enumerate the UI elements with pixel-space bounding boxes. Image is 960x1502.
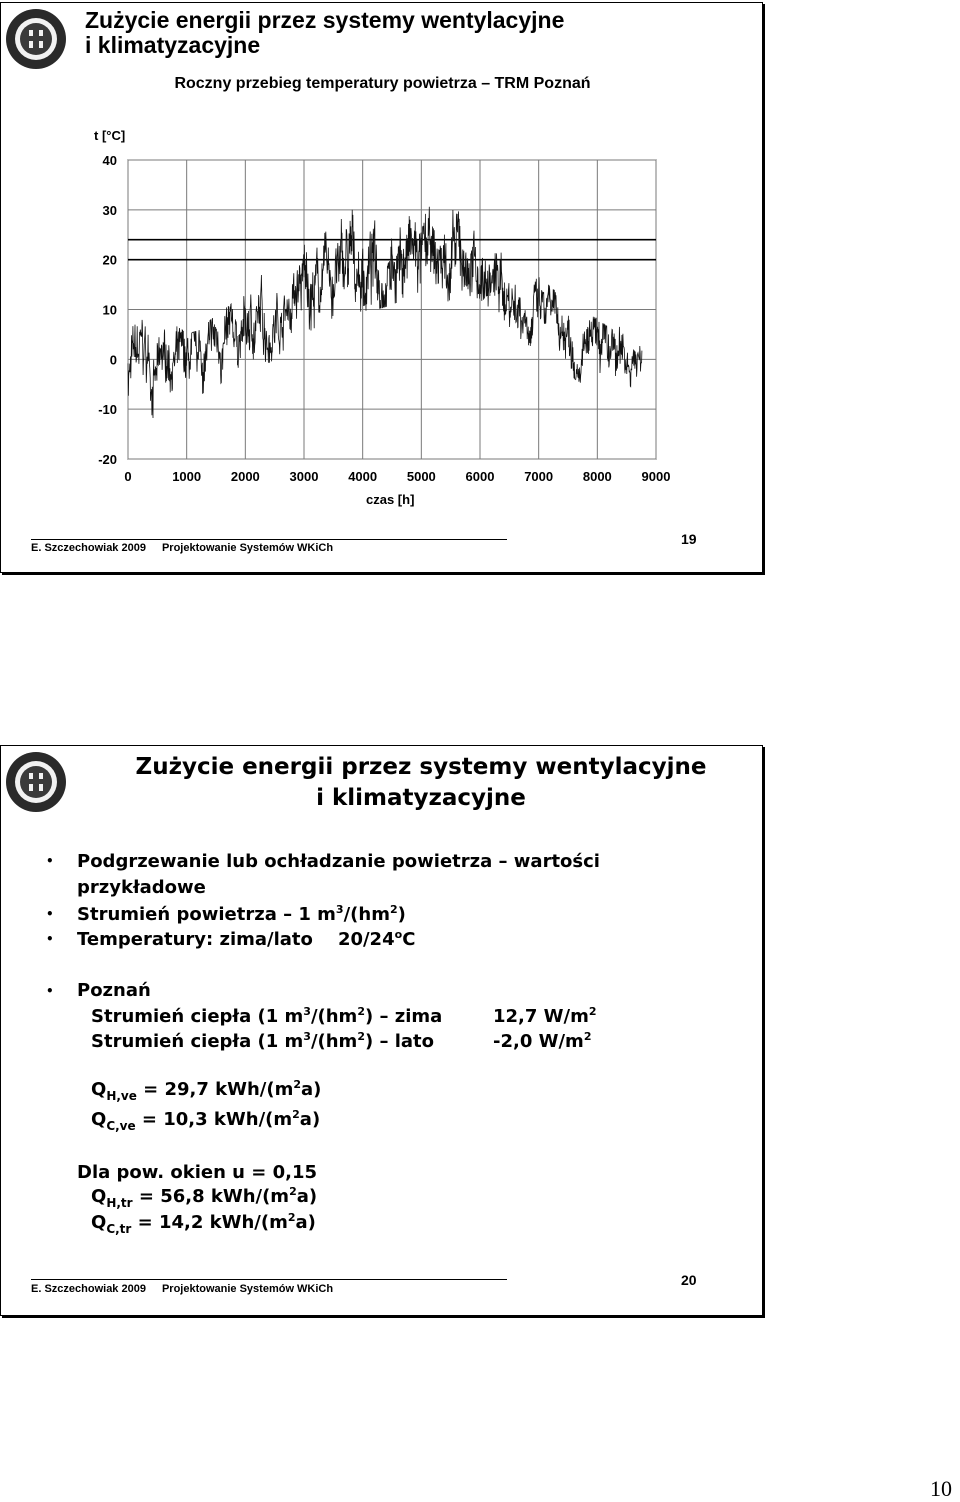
y-tick-label: -20: [98, 452, 117, 467]
slide-page-number: 20: [681, 1272, 697, 1288]
x-tick-label: 1000: [172, 469, 202, 484]
heat-flow-winter-value: 12,7 $W/m^2$: [493, 1005, 597, 1027]
qh-ve-line: $Q_{H,ve} = 29,7$ kWh/$(m^2a)$: [91, 1078, 322, 1103]
x-tick-label: 7000: [524, 469, 554, 484]
university-logo: [5, 8, 67, 70]
footer: [31, 1283, 333, 1295]
qc-ve-line: $Q_{C,ve} = 10,3$ kWh/$(m^2a)$: [91, 1108, 321, 1133]
document-page-number: 10: [930, 1476, 952, 1501]
bullet-icon: •: [46, 984, 54, 998]
bullet-2: Strumień powietrza – 1 $m^3/(hm^2)$: [77, 903, 406, 925]
y-tick-label: 20: [102, 252, 117, 268]
bullet-3: Temperatury: zima/lato 20/24$^o$C: [77, 928, 416, 950]
bullet-icon: •: [46, 932, 54, 946]
title-line-1: Zużycie energii przez systemy wentylacyjne: [135, 754, 707, 780]
footer-rule: [31, 1279, 507, 1280]
x-tick-label: 8000: [582, 469, 612, 484]
x-tick-label: 2000: [230, 469, 260, 484]
y-tick-label: 30: [102, 202, 117, 218]
slide-content: [1, 746, 764, 1317]
y-tick-label: -10: [98, 402, 117, 418]
bullet-4: Poznań: [77, 980, 151, 1001]
bullet-1-line-1: Podgrzewanie lub ochładzanie powietrza – wartości: [77, 851, 600, 872]
slide-20: [0, 745, 763, 1316]
x-tick-label: 9000: [641, 469, 671, 484]
x-tick-label: 5000: [406, 469, 436, 484]
title-line-1: Zużycie energii przez systemy wentylacyjne: [85, 7, 565, 33]
footer-course: Projektowanie Systemów WKiCh: [161, 542, 334, 554]
x-tick-label: 6000: [465, 469, 495, 484]
slide-page-number: 19: [681, 531, 697, 547]
title-line-2: i klimatyzacyjne: [316, 785, 526, 811]
x-axis-label: czas [h]: [366, 492, 415, 507]
y-tick-label: 40: [102, 153, 117, 168]
y-axis-label: t [°C]: [94, 128, 126, 143]
x-tick-label: 3000: [289, 469, 319, 484]
window-note: Dla pow. okien u = 0,15: [77, 1162, 317, 1183]
heat-flow-winter: Strumień ciepła (1 $m^3/(hm^2)$ – zima: [91, 1005, 443, 1027]
footer-author: E. Szczechowiak 2009: [31, 542, 146, 554]
footer: [31, 542, 333, 554]
bullet-icon: •: [46, 854, 54, 868]
slide-19: [0, 2, 763, 573]
heat-flow-summer: Strumień ciepła (1 $m^3/(hm^2)$ – lato: [91, 1030, 435, 1052]
qh-tr-line: $Q_{H,tr} = 56,8$ kWh/$(m^2a)$: [91, 1185, 318, 1210]
x-tick-label: 4000: [348, 469, 378, 484]
qc-tr-line: $Q_{C,tr} = 14,2$ kWh/$(m^2a)$: [91, 1211, 316, 1236]
temperature-chart: [81, 121, 681, 521]
footer-rule: [31, 539, 507, 540]
chart-subtitle: Roczny przebieg temperatury powietrza – TRM Poznań: [174, 75, 591, 92]
footer-course: Projektowanie Systemów WKiCh: [161, 1283, 334, 1295]
slide-title: [85, 8, 564, 58]
title-line-2: i klimatyzacyjne: [85, 32, 261, 58]
bullet-icon: •: [46, 907, 54, 921]
x-tick-label: 0: [124, 469, 132, 484]
footer-author: E. Szczechowiak 2009: [31, 1283, 146, 1295]
bullet-1-line-2: przykładowe: [77, 877, 206, 898]
heat-flow-summer-value: -2,0 $W/m^2$: [493, 1030, 592, 1052]
y-tick-label: 0: [109, 352, 117, 368]
y-tick-label: 10: [102, 302, 117, 318]
